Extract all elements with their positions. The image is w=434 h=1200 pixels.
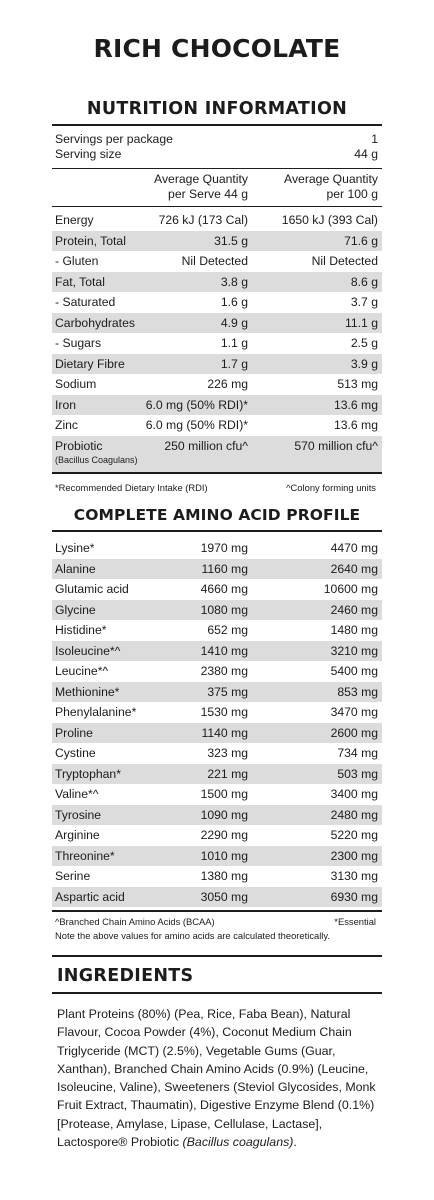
servings-label: Servings per package [55, 132, 173, 146]
amino-acid-per-100g: 1480 mg [330, 623, 378, 637]
probiotic-name: Probiotic [55, 439, 103, 453]
amino-acid-name: Arginine [55, 828, 100, 842]
amino-acid-per-serve: 1080 mg [200, 602, 248, 617]
amino-acid-row [52, 743, 382, 764]
nutrient-per-serve: 726 kJ (173 Cal) [158, 213, 248, 227]
nutrient-per-serve: 226 mg [207, 377, 248, 391]
nutrient-row [52, 395, 382, 416]
amino-acid-per-100g: 2480 mg [330, 807, 378, 822]
amino-acid-per-100g: 734 mg [337, 746, 378, 760]
amino-acid-name: Methionine* [55, 684, 120, 699]
nutrient-row [52, 333, 382, 354]
serving-size-value: 44 g [354, 147, 378, 161]
ingredients-top-rule [52, 955, 382, 957]
amino-acid-row [52, 661, 382, 682]
amino-acid-row [52, 600, 382, 621]
nutrient-per-serve: Nil Detected [181, 254, 248, 268]
nutrient-per-100g: 13.6 mg [333, 418, 378, 432]
nutrient-row [52, 313, 382, 334]
amino-acid-row [52, 887, 382, 908]
amino-acid-name: Leucine*^ [55, 664, 109, 678]
nutrient-name: Sodium [55, 377, 97, 391]
amino-acid-per-100g: 3400 mg [330, 787, 378, 801]
amino-acid-row [52, 579, 382, 600]
col-100-header-1: Average Quantity [284, 172, 378, 186]
amino-acid-name: Glycine [55, 602, 96, 617]
amino-acid-per-100g: 503 mg [337, 766, 378, 781]
col-serve-header-2: per Serve 44 g [168, 187, 248, 201]
amino-acid-row [52, 866, 382, 887]
col-100-header-2: per 100 g [326, 187, 378, 201]
col-serve-header-1: Average Quantity [154, 172, 248, 186]
nutrient-per-serve: 6.0 mg (50% RDI)* [145, 397, 248, 412]
amino-acid-row [52, 825, 382, 846]
amino-acid-row [52, 723, 382, 744]
amino-acid-name: Proline [55, 725, 93, 740]
amino-acid-per-serve: 1970 mg [200, 541, 248, 555]
header-divider [52, 168, 382, 169]
amino-acid-per-100g: 2640 mg [330, 561, 378, 576]
nutrient-name: - Saturated [55, 295, 116, 309]
amino-acid-name: Cystine [55, 746, 96, 760]
amino-heading: COMPLETE AMINO ACID PROFILE [73, 506, 361, 524]
amino-acid-per-100g: 10600 mg [323, 582, 378, 596]
amino-acid-per-100g: 3130 mg [330, 869, 378, 883]
amino-acid-row [52, 559, 382, 580]
amino-acid-name: Alanine [55, 561, 96, 576]
probiotic-row [52, 436, 382, 472]
nutrient-name: - Sugars [55, 336, 102, 350]
product-title: RICH CHOCOLATE [93, 34, 341, 63]
nutrient-per-100g: 11.1 g [345, 315, 378, 330]
nutrient-row [52, 374, 382, 395]
amino-acid-per-serve: 2380 mg [200, 664, 248, 678]
probiotic-strain: (Bacillus Coagulans) [55, 455, 138, 465]
nutrient-per-serve: 1.6 g [220, 295, 248, 309]
amino-acid-name: Isoleucine*^ [55, 643, 121, 658]
amino-acid-per-serve: 375 mg [207, 684, 248, 699]
ingredients-main: Plant Proteins (80%) (Pea, Rice, Faba Bean), Natural Flavour, Cocoa Powder (4%), Coconut Medium Chain Triglyceride (MCT) (2.5%), Vegetable Gums (Guar, Xanthan), Branched Chain Amino Acids (0.9%) (Leucine, Isoleucine, Valine), Sweeteners (Steviol Glycosides, Monk Fruit Extract, Thaumatin), Digestive Enzyme Blend (0.1%) [Protease, Amylase, Lipase, Cellulase, Lactase], Lactospore® Probiotic [57, 1007, 376, 1150]
amino-acid-per-100g: 2460 mg [330, 602, 378, 617]
amino-acid-per-serve: 1530 mg [200, 705, 248, 719]
amino-acid-per-serve: 1090 mg [200, 807, 248, 822]
amino-acid-name: Aspartic acid [55, 889, 125, 904]
amino-acid-per-serve: 1160 mg [201, 561, 248, 576]
amino-acid-per-100g: 3470 mg [330, 705, 378, 719]
nutrient-name: Iron [55, 397, 77, 412]
nutrient-per-100g: 3.7 g [350, 295, 378, 309]
amino-acid-per-serve: 652 mg [207, 623, 248, 637]
nutrient-per-100g: 13.6 mg [333, 397, 378, 412]
nutrient-per-100g: Nil Detected [311, 254, 378, 268]
amino-acid-row [52, 702, 382, 723]
amino-acid-row [52, 784, 382, 805]
amino-acid-row [52, 805, 382, 826]
probiotic-per-serve: 250 million cfu^ [164, 439, 248, 453]
amino-note: Note the above values for amino acids are calculated theoretically. [55, 930, 330, 941]
rdi-footnote: *Recommended Dietary Intake (RDI) [55, 482, 208, 493]
amino-acid-per-100g: 5220 mg [330, 828, 378, 842]
ingredients-mid-rule [52, 992, 382, 994]
amino-acid-per-100g: 3210 mg [330, 643, 378, 658]
nutrient-name: Dietary Fibre [55, 356, 125, 371]
nutrient-per-100g: 513 mg [337, 377, 378, 391]
amino-acid-name: Valine*^ [55, 787, 99, 801]
nutrient-per-serve: 3.8 g [220, 274, 248, 289]
amino-acid-row [52, 846, 382, 867]
amino-acid-row [52, 538, 382, 559]
nutrition-panel [52, 124, 382, 474]
nutrient-per-100g: 3.9 g [350, 356, 378, 371]
nutrient-name: - Gluten [55, 254, 99, 268]
serving-size-label: Serving size [55, 147, 122, 161]
amino-acid-per-serve: 1140 mg [201, 725, 248, 740]
nutrient-row [52, 251, 382, 272]
nutrient-row [52, 292, 382, 313]
amino-acid-per-serve: 2290 mg [200, 828, 248, 842]
amino-acid-per-100g: 5400 mg [330, 664, 378, 678]
nutrient-name: Energy [55, 213, 94, 227]
cfu-footnote: ^Colony forming units [286, 482, 376, 493]
amino-acid-per-100g: 2600 mg [330, 725, 378, 740]
nutrient-per-100g: 8.6 g [350, 274, 378, 289]
nutrient-name: Carbohydrates [55, 315, 135, 330]
nutrient-name: Fat, Total [55, 274, 105, 289]
amino-acid-name: Glutamic acid [55, 582, 129, 596]
nutrient-per-serve: 1.7 g [220, 356, 248, 371]
amino-acid-per-serve: 1380 mg [200, 869, 248, 883]
nutrient-per-100g: 1650 kJ (393 Cal) [281, 213, 378, 227]
nutrient-per-100g: 2.5 g [350, 336, 378, 350]
amino-acid-row [52, 620, 382, 641]
ingredients-heading: INGREDIENTS [57, 966, 194, 986]
ingredients-italic: (Bacillus coagulans) [182, 1135, 294, 1150]
essential-footnote: *Essential [334, 916, 376, 927]
bcaa-footnote: ^Branched Chain Amino Acids (BCAA) [55, 916, 215, 927]
columns-divider [52, 206, 382, 207]
amino-acid-per-100g: 2300 mg [330, 848, 378, 863]
nutrient-row [52, 354, 382, 375]
amino-acid-per-serve: 4660 mg [200, 582, 248, 596]
amino-acid-name: Phenylalanine* [55, 705, 137, 719]
amino-acid-per-serve: 1010 mg [200, 848, 248, 863]
nutrient-row [52, 415, 382, 436]
amino-acid-name: Threonine* [55, 848, 115, 863]
amino-acid-row [52, 764, 382, 785]
ingredients-text [57, 1005, 383, 1151]
amino-acid-per-100g: 6930 mg [330, 889, 378, 904]
amino-acid-per-serve: 1410 mg [200, 643, 248, 658]
amino-acid-per-100g: 853 mg [337, 684, 378, 699]
nutrient-per-serve: 1.1 g [220, 336, 248, 350]
nutrient-row [52, 272, 382, 293]
nutrient-per-serve: 6.0 mg (50% RDI)* [145, 418, 248, 432]
amino-acid-name: Histidine* [55, 623, 107, 637]
nutrient-row [52, 210, 382, 231]
amino-acid-per-serve: 323 mg [207, 746, 248, 760]
nutrient-per-serve: 4.9 g [220, 315, 248, 330]
nutrient-name: Protein, Total [55, 233, 126, 248]
nutrient-per-serve: 31.5 g [214, 233, 248, 248]
amino-acid-per-100g: 4470 mg [330, 541, 378, 555]
amino-acid-name: Serine [55, 869, 91, 883]
ingredients-end: . [293, 1135, 297, 1150]
probiotic-per-100g: 570 million cfu^ [294, 439, 378, 453]
amino-acid-name: Tryptophan* [55, 766, 121, 781]
amino-acid-name: Lysine* [55, 541, 95, 555]
amino-acid-row [52, 682, 382, 703]
amino-acid-per-serve: 3050 mg [200, 889, 248, 904]
amino-acid-per-serve: 221 mg [207, 766, 248, 781]
amino-acid-per-serve: 1500 mg [200, 787, 248, 801]
amino-acid-row [52, 641, 382, 662]
nutrient-name: Zinc [55, 418, 79, 432]
nutrition-heading: NUTRITION INFORMATION [86, 99, 348, 119]
nutrient-per-100g: 71.6 g [344, 233, 378, 248]
amino-acid-name: Tyrosine [55, 807, 102, 822]
amino-panel [52, 530, 382, 912]
servings-value: 1 [371, 132, 378, 146]
nutrient-row [52, 231, 382, 252]
